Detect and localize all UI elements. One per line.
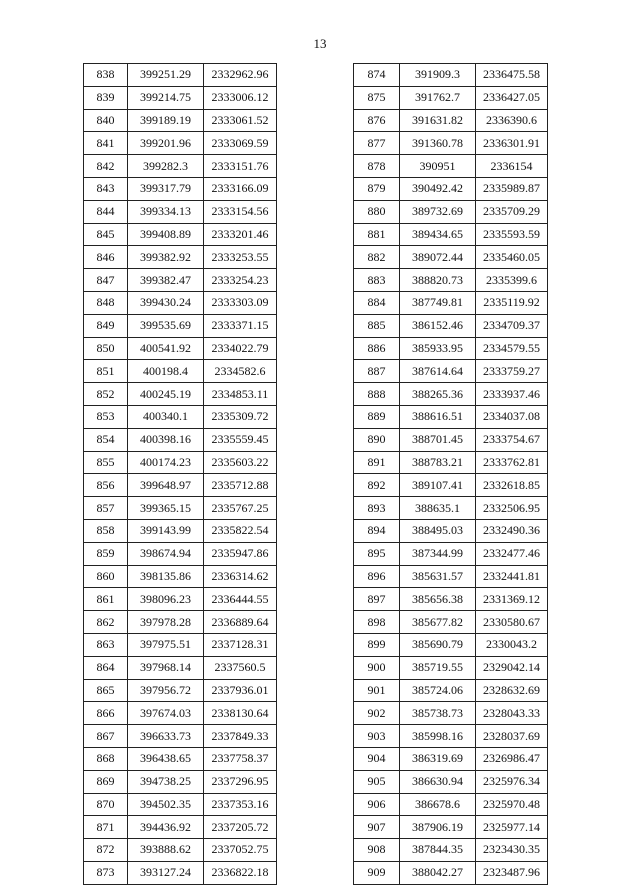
point-number-cell: 843 [84,177,128,200]
x-coordinate-cell: 388820.73 [400,269,476,292]
table-row [354,291,548,314]
y-coordinate-cell: 2332477.46 [476,542,548,565]
y-coordinate-cell: 2332506.95 [476,497,548,520]
x-coordinate-cell: 386152.46 [400,314,476,337]
y-coordinate-cell: 2337296.95 [204,770,277,793]
point-number-cell: 898 [354,611,400,634]
table-row [354,86,548,109]
table-row [354,109,548,132]
x-coordinate-cell: 393127.24 [128,861,204,884]
table-row [84,611,277,634]
point-number-cell: 841 [84,132,128,155]
table-row [354,702,548,725]
x-coordinate-cell: 399535.69 [128,314,204,337]
table-row [354,428,548,451]
point-number-cell: 886 [354,337,400,360]
table-row [354,861,548,884]
point-number-cell: 864 [84,656,128,679]
point-number-cell: 870 [84,793,128,816]
table-row [354,132,548,155]
y-coordinate-cell: 2337128.31 [204,633,277,656]
point-number-cell: 890 [354,428,400,451]
y-coordinate-cell: 2323430.35 [476,839,548,862]
y-coordinate-cell: 2333754.67 [476,428,548,451]
x-coordinate-cell: 385656.38 [400,588,476,611]
point-number-cell: 874 [354,64,400,87]
point-number-cell: 850 [84,337,128,360]
point-number-cell: 897 [354,588,400,611]
point-number-cell: 894 [354,519,400,542]
y-coordinate-cell: 2328037.69 [476,725,548,748]
point-number-cell: 893 [354,497,400,520]
y-coordinate-cell: 2323487.96 [476,861,548,884]
coordinates-table-right [353,63,548,885]
x-coordinate-cell: 399317.79 [128,177,204,200]
y-coordinate-cell: 2330043.2 [476,633,548,656]
y-coordinate-cell: 2338130.64 [204,702,277,725]
point-number-cell: 909 [354,861,400,884]
table-row [354,360,548,383]
point-number-cell: 877 [354,132,400,155]
x-coordinate-cell: 396438.65 [128,747,204,770]
x-coordinate-cell: 397956.72 [128,679,204,702]
point-number-cell: 880 [354,200,400,223]
x-coordinate-cell: 399214.75 [128,86,204,109]
point-number-cell: 852 [84,383,128,406]
point-number-cell: 851 [84,360,128,383]
table-row [84,291,277,314]
point-number-cell: 905 [354,770,400,793]
y-coordinate-cell: 2333371.15 [204,314,277,337]
x-coordinate-cell: 388635.1 [400,497,476,520]
point-number-cell: 868 [84,747,128,770]
y-coordinate-cell: 2334037.08 [476,405,548,428]
y-coordinate-cell: 2330580.67 [476,611,548,634]
x-coordinate-cell: 399334.13 [128,200,204,223]
y-coordinate-cell: 2335767.25 [204,497,277,520]
point-number-cell: 882 [354,246,400,269]
x-coordinate-cell: 385724.06 [400,679,476,702]
table-row [84,314,277,337]
x-coordinate-cell: 387844.35 [400,839,476,862]
x-coordinate-cell: 399382.47 [128,269,204,292]
x-coordinate-cell: 388042.27 [400,861,476,884]
point-number-cell: 849 [84,314,128,337]
x-coordinate-cell: 390492.42 [400,177,476,200]
table-row [84,793,277,816]
x-coordinate-cell: 399430.24 [128,291,204,314]
x-coordinate-cell: 385719.55 [400,656,476,679]
table-row [354,497,548,520]
table-row [84,725,277,748]
table-row [84,337,277,360]
point-number-cell: 881 [354,223,400,246]
x-coordinate-cell: 400541.92 [128,337,204,360]
table-row [354,269,548,292]
table-row [354,200,548,223]
x-coordinate-cell: 385690.79 [400,633,476,656]
x-coordinate-cell: 400198.4 [128,360,204,383]
table-body-right [354,64,548,885]
point-number-cell: 891 [354,451,400,474]
x-coordinate-cell: 397978.28 [128,611,204,634]
y-coordinate-cell: 2334853.11 [204,383,277,406]
table-row [84,360,277,383]
table-row [84,155,277,178]
point-number-cell: 901 [354,679,400,702]
table-row [354,656,548,679]
y-coordinate-cell: 2328043.33 [476,702,548,725]
table-row [84,679,277,702]
x-coordinate-cell: 389072.44 [400,246,476,269]
x-coordinate-cell: 385998.16 [400,725,476,748]
point-number-cell: 892 [354,474,400,497]
x-coordinate-cell: 387749.81 [400,291,476,314]
point-number-cell: 863 [84,633,128,656]
x-coordinate-cell: 389434.65 [400,223,476,246]
table-row [354,542,548,565]
table-row [84,451,277,474]
y-coordinate-cell: 2337936.01 [204,679,277,702]
table-row [84,132,277,155]
table-row [354,405,548,428]
x-coordinate-cell: 389107.41 [400,474,476,497]
table-row [354,611,548,634]
y-coordinate-cell: 2336444.55 [204,588,277,611]
y-coordinate-cell: 2335989.87 [476,177,548,200]
y-coordinate-cell: 2332618.85 [476,474,548,497]
x-coordinate-cell: 385631.57 [400,565,476,588]
table-row [354,474,548,497]
point-number-cell: 900 [354,656,400,679]
x-coordinate-cell: 400398.16 [128,428,204,451]
point-number-cell: 908 [354,839,400,862]
x-coordinate-cell: 388783.21 [400,451,476,474]
x-coordinate-cell: 399189.19 [128,109,204,132]
point-number-cell: 858 [84,519,128,542]
y-coordinate-cell: 2329042.14 [476,656,548,679]
table-row [84,565,277,588]
point-number-cell: 847 [84,269,128,292]
x-coordinate-cell: 386678.6 [400,793,476,816]
page-number: 13 [313,36,327,51]
point-number-cell: 902 [354,702,400,725]
x-coordinate-cell: 391909.3 [400,64,476,87]
point-number-cell: 862 [84,611,128,634]
table-row [354,793,548,816]
x-coordinate-cell: 393888.62 [128,839,204,862]
y-coordinate-cell: 2336390.6 [476,109,548,132]
point-number-cell: 904 [354,747,400,770]
point-number-cell: 857 [84,497,128,520]
table-row [354,816,548,839]
x-coordinate-cell: 396633.73 [128,725,204,748]
y-coordinate-cell: 2331369.12 [476,588,548,611]
y-coordinate-cell: 2337560.5 [204,656,277,679]
table-body-left [84,64,277,885]
y-coordinate-cell: 2337205.72 [204,816,277,839]
table-row [84,474,277,497]
x-coordinate-cell: 387614.64 [400,360,476,383]
y-coordinate-cell: 2333937.46 [476,383,548,406]
y-coordinate-cell: 2336822.18 [204,861,277,884]
point-number-cell: 855 [84,451,128,474]
table-row [84,223,277,246]
y-coordinate-cell: 2333759.27 [476,360,548,383]
y-coordinate-cell: 2326986.47 [476,747,548,770]
table-row [84,816,277,839]
y-coordinate-cell: 2336475.58 [476,64,548,87]
y-coordinate-cell: 2335603.22 [204,451,277,474]
x-coordinate-cell: 398674.94 [128,542,204,565]
point-number-cell: 895 [354,542,400,565]
table-row [354,633,548,656]
x-coordinate-cell: 398135.86 [128,565,204,588]
x-coordinate-cell: 399282.3 [128,155,204,178]
y-coordinate-cell: 2333061.52 [204,109,277,132]
point-number-cell: 860 [84,565,128,588]
point-number-cell: 879 [354,177,400,200]
y-coordinate-cell: 2325976.34 [476,770,548,793]
table-row [84,86,277,109]
table-row [84,497,277,520]
point-number-cell: 878 [354,155,400,178]
x-coordinate-cell: 398096.23 [128,588,204,611]
x-coordinate-cell: 400174.23 [128,451,204,474]
x-coordinate-cell: 390951 [400,155,476,178]
y-coordinate-cell: 2335593.59 [476,223,548,246]
point-number-cell: 838 [84,64,128,87]
y-coordinate-cell: 2335460.05 [476,246,548,269]
y-coordinate-cell: 2325970.48 [476,793,548,816]
table-row [354,64,548,87]
y-coordinate-cell: 2335947.86 [204,542,277,565]
table-row [354,679,548,702]
point-number-cell: 889 [354,405,400,428]
point-number-cell: 888 [354,383,400,406]
x-coordinate-cell: 385677.82 [400,611,476,634]
table-row [84,702,277,725]
x-coordinate-cell: 386319.69 [400,747,476,770]
y-coordinate-cell: 2336314.62 [204,565,277,588]
y-coordinate-cell: 2328632.69 [476,679,548,702]
table-row [84,177,277,200]
point-number-cell: 885 [354,314,400,337]
coordinates-table-left [83,63,277,885]
table-row [84,246,277,269]
y-coordinate-cell: 2334709.37 [476,314,548,337]
point-number-cell: 883 [354,269,400,292]
table-row [84,588,277,611]
x-coordinate-cell: 399408.89 [128,223,204,246]
x-coordinate-cell: 399251.29 [128,64,204,87]
table-row [354,177,548,200]
x-coordinate-cell: 388495.03 [400,519,476,542]
table-row [84,542,277,565]
table-row [84,519,277,542]
point-number-cell: 846 [84,246,128,269]
y-coordinate-cell: 2333166.09 [204,177,277,200]
y-coordinate-cell: 2332441.81 [476,565,548,588]
y-coordinate-cell: 2332962.96 [204,64,277,87]
table-row [84,383,277,406]
point-number-cell: 853 [84,405,128,428]
y-coordinate-cell: 2333154.56 [204,200,277,223]
table-row [84,770,277,793]
x-coordinate-cell: 399365.15 [128,497,204,520]
table-row [84,656,277,679]
x-coordinate-cell: 397674.03 [128,702,204,725]
y-coordinate-cell: 2332490.36 [476,519,548,542]
y-coordinate-cell: 2335119.92 [476,291,548,314]
point-number-cell: 873 [84,861,128,884]
table-row [354,223,548,246]
y-coordinate-cell: 2333069.59 [204,132,277,155]
point-number-cell: 906 [354,793,400,816]
table-row [354,451,548,474]
table-row [84,109,277,132]
y-coordinate-cell: 2325977.14 [476,816,548,839]
x-coordinate-cell: 389732.69 [400,200,476,223]
x-coordinate-cell: 388265.36 [400,383,476,406]
y-coordinate-cell: 2335309.72 [204,405,277,428]
table-row [84,64,277,87]
point-number-cell: 871 [84,816,128,839]
point-number-cell: 867 [84,725,128,748]
x-coordinate-cell: 391360.78 [400,132,476,155]
table-row [354,770,548,793]
point-number-cell: 866 [84,702,128,725]
y-coordinate-cell: 2334579.55 [476,337,548,360]
x-coordinate-cell: 400340.1 [128,405,204,428]
point-number-cell: 887 [354,360,400,383]
x-coordinate-cell: 388701.45 [400,428,476,451]
table-row [84,839,277,862]
point-number-cell: 896 [354,565,400,588]
point-number-cell: 844 [84,200,128,223]
table-row [354,519,548,542]
x-coordinate-cell: 385933.95 [400,337,476,360]
x-coordinate-cell: 400245.19 [128,383,204,406]
table-row [84,861,277,884]
y-coordinate-cell: 2337353.16 [204,793,277,816]
table-row [354,246,548,269]
table-row [354,314,548,337]
y-coordinate-cell: 2337849.33 [204,725,277,748]
y-coordinate-cell: 2334022.79 [204,337,277,360]
point-number-cell: 845 [84,223,128,246]
y-coordinate-cell: 2337758.37 [204,747,277,770]
point-number-cell: 848 [84,291,128,314]
y-coordinate-cell: 2335709.29 [476,200,548,223]
y-coordinate-cell: 2333151.76 [204,155,277,178]
x-coordinate-cell: 394502.35 [128,793,204,816]
table-row [84,269,277,292]
x-coordinate-cell: 388616.51 [400,405,476,428]
table-row [354,747,548,770]
point-number-cell: 865 [84,679,128,702]
x-coordinate-cell: 386630.94 [400,770,476,793]
table-row [354,565,548,588]
table-row [84,747,277,770]
point-number-cell: 884 [354,291,400,314]
table-row [84,405,277,428]
y-coordinate-cell: 2336154 [476,155,548,178]
table-row [354,588,548,611]
point-number-cell: 899 [354,633,400,656]
y-coordinate-cell: 2336889.64 [204,611,277,634]
x-coordinate-cell: 387906.19 [400,816,476,839]
y-coordinate-cell: 2333006.12 [204,86,277,109]
y-coordinate-cell: 2337052.75 [204,839,277,862]
point-number-cell: 861 [84,588,128,611]
point-number-cell: 875 [354,86,400,109]
x-coordinate-cell: 394738.25 [128,770,204,793]
table-row [354,839,548,862]
x-coordinate-cell: 397975.51 [128,633,204,656]
y-coordinate-cell: 2333253.55 [204,246,277,269]
point-number-cell: 903 [354,725,400,748]
table-row [84,633,277,656]
table-row [354,383,548,406]
y-coordinate-cell: 2333201.46 [204,223,277,246]
y-coordinate-cell: 2336427.05 [476,86,548,109]
x-coordinate-cell: 385738.73 [400,702,476,725]
table-row [84,428,277,451]
table-row [354,725,548,748]
point-number-cell: 872 [84,839,128,862]
y-coordinate-cell: 2333254.23 [204,269,277,292]
x-coordinate-cell: 394436.92 [128,816,204,839]
point-number-cell: 854 [84,428,128,451]
y-coordinate-cell: 2335559.45 [204,428,277,451]
table-row [354,337,548,360]
y-coordinate-cell: 2333762.81 [476,451,548,474]
point-number-cell: 839 [84,86,128,109]
point-number-cell: 907 [354,816,400,839]
x-coordinate-cell: 397968.14 [128,656,204,679]
y-coordinate-cell: 2336301.91 [476,132,548,155]
x-coordinate-cell: 391631.82 [400,109,476,132]
x-coordinate-cell: 399648.97 [128,474,204,497]
y-coordinate-cell: 2333303.09 [204,291,277,314]
x-coordinate-cell: 391762.7 [400,86,476,109]
point-number-cell: 859 [84,542,128,565]
table-row [354,155,548,178]
y-coordinate-cell: 2335822.54 [204,519,277,542]
table-row [84,200,277,223]
x-coordinate-cell: 399143.99 [128,519,204,542]
point-number-cell: 876 [354,109,400,132]
x-coordinate-cell: 399201.96 [128,132,204,155]
x-coordinate-cell: 387344.99 [400,542,476,565]
y-coordinate-cell: 2335712.88 [204,474,277,497]
y-coordinate-cell: 2334582.6 [204,360,277,383]
y-coordinate-cell: 2335399.6 [476,269,548,292]
x-coordinate-cell: 399382.92 [128,246,204,269]
point-number-cell: 856 [84,474,128,497]
point-number-cell: 840 [84,109,128,132]
point-number-cell: 842 [84,155,128,178]
point-number-cell: 869 [84,770,128,793]
